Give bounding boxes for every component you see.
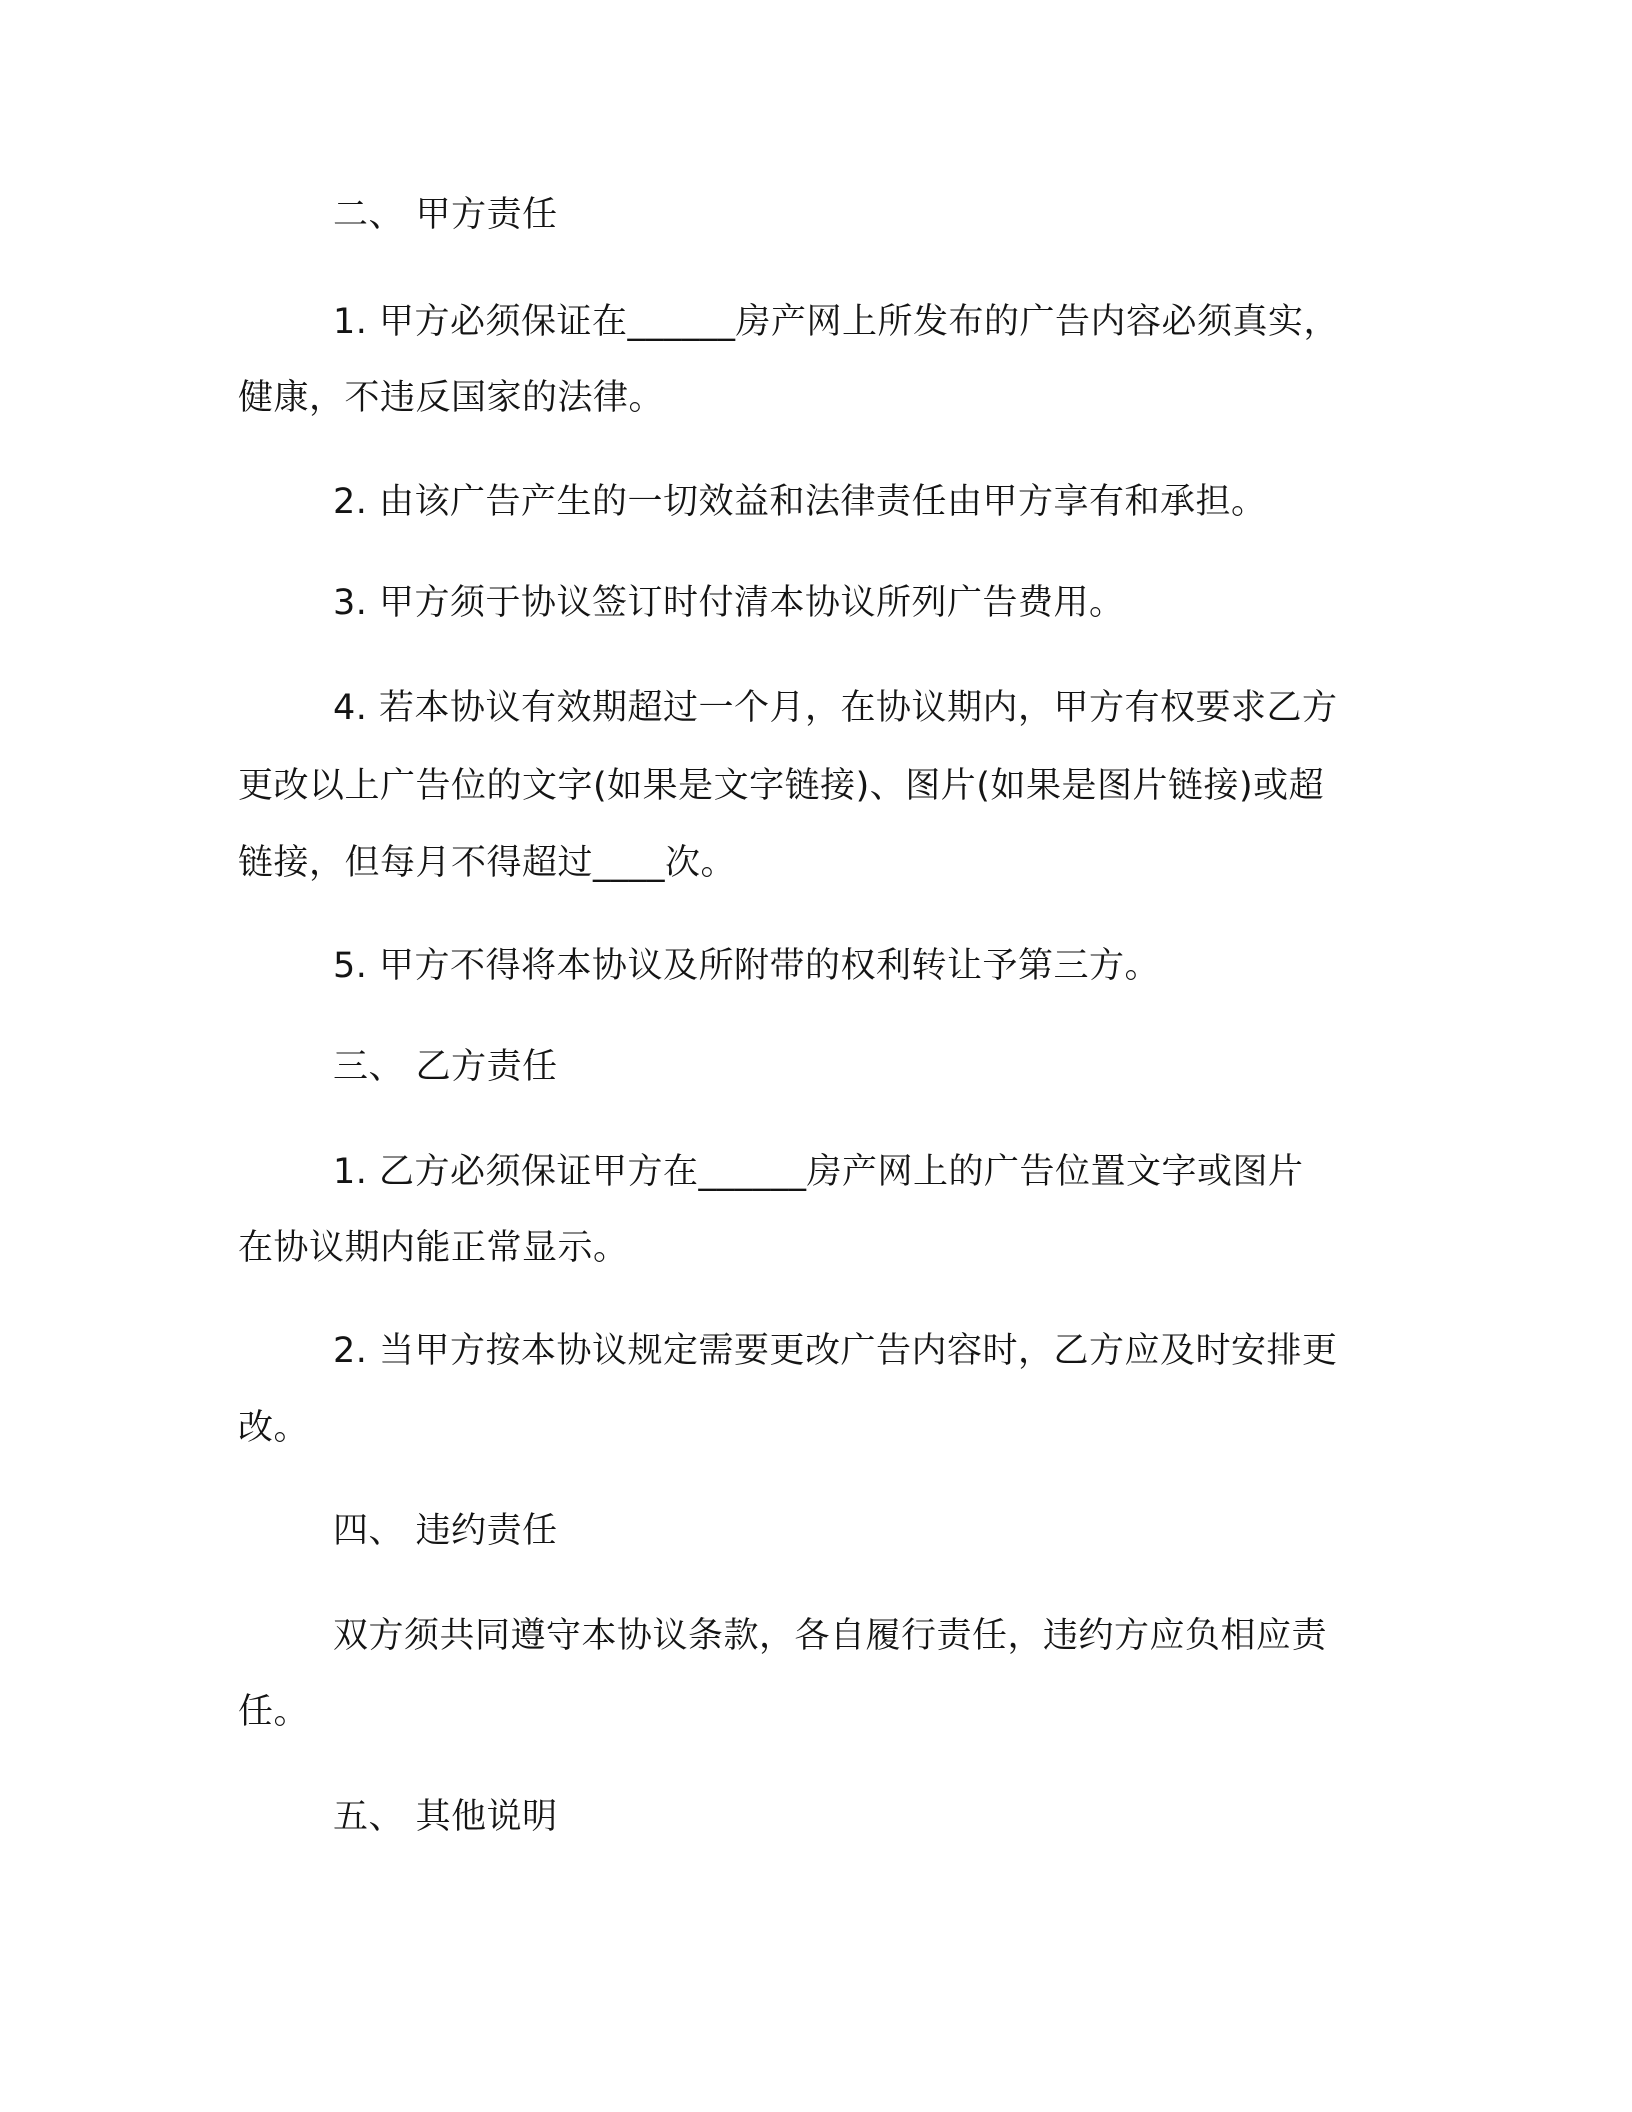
party-a-clause-1-line-2: 健康，不违反国家的法律。 [238,378,665,418]
party-b-clause-1-line-1: 1. 乙方必须保证甲方在______房产网上的广告位置文字或图片 [333,1152,1304,1192]
party-a-clause-1-line-1: 1. 甲方必须保证在______房产网上所发布的广告内容必须真实， [333,302,1340,342]
breach-paragraph-line-1: 双方须共同遵守本协议条款，各自履行责任，违约方应负相应责 [333,1616,1328,1656]
party-b-clause-2-line-1: 2. 当甲方按本协议规定需要更改广告内容时，乙方应及时安排更 [333,1331,1338,1371]
party-a-clause-3: 3. 甲方须于协议签订时付清本协议所列广告费用。 [333,583,1125,623]
party-a-clause-4-line-1: 4. 若本协议有效期超过一个月，在协议期内，甲方有权要求乙方 [333,688,1338,728]
section-heading-party-a: 二、 甲方责任 [333,195,558,235]
party-a-clause-5: 5. 甲方不得将本协议及所附带的权利转让予第三方。 [333,946,1161,986]
section-heading-other: 五、 其他说明 [333,1797,558,1837]
section-heading-breach: 四、 违约责任 [333,1511,558,1551]
party-a-clause-4-line-2: 更改以上广告位的文字(如果是文字链接)、图片(如果是图片链接)或超 [238,766,1325,806]
party-a-clause-2: 2. 由该广告产生的一切效益和法律责任由甲方享有和承担。 [333,482,1267,522]
breach-paragraph-line-2: 任。 [238,1692,310,1732]
party-a-clause-4-line-3: 链接，但每月不得超过____次。 [238,843,737,883]
party-b-clause-1-line-2: 在协议期内能正常显示。 [238,1228,629,1268]
section-heading-party-b: 三、 乙方责任 [333,1047,558,1087]
party-b-clause-2-line-2: 改。 [238,1408,310,1448]
